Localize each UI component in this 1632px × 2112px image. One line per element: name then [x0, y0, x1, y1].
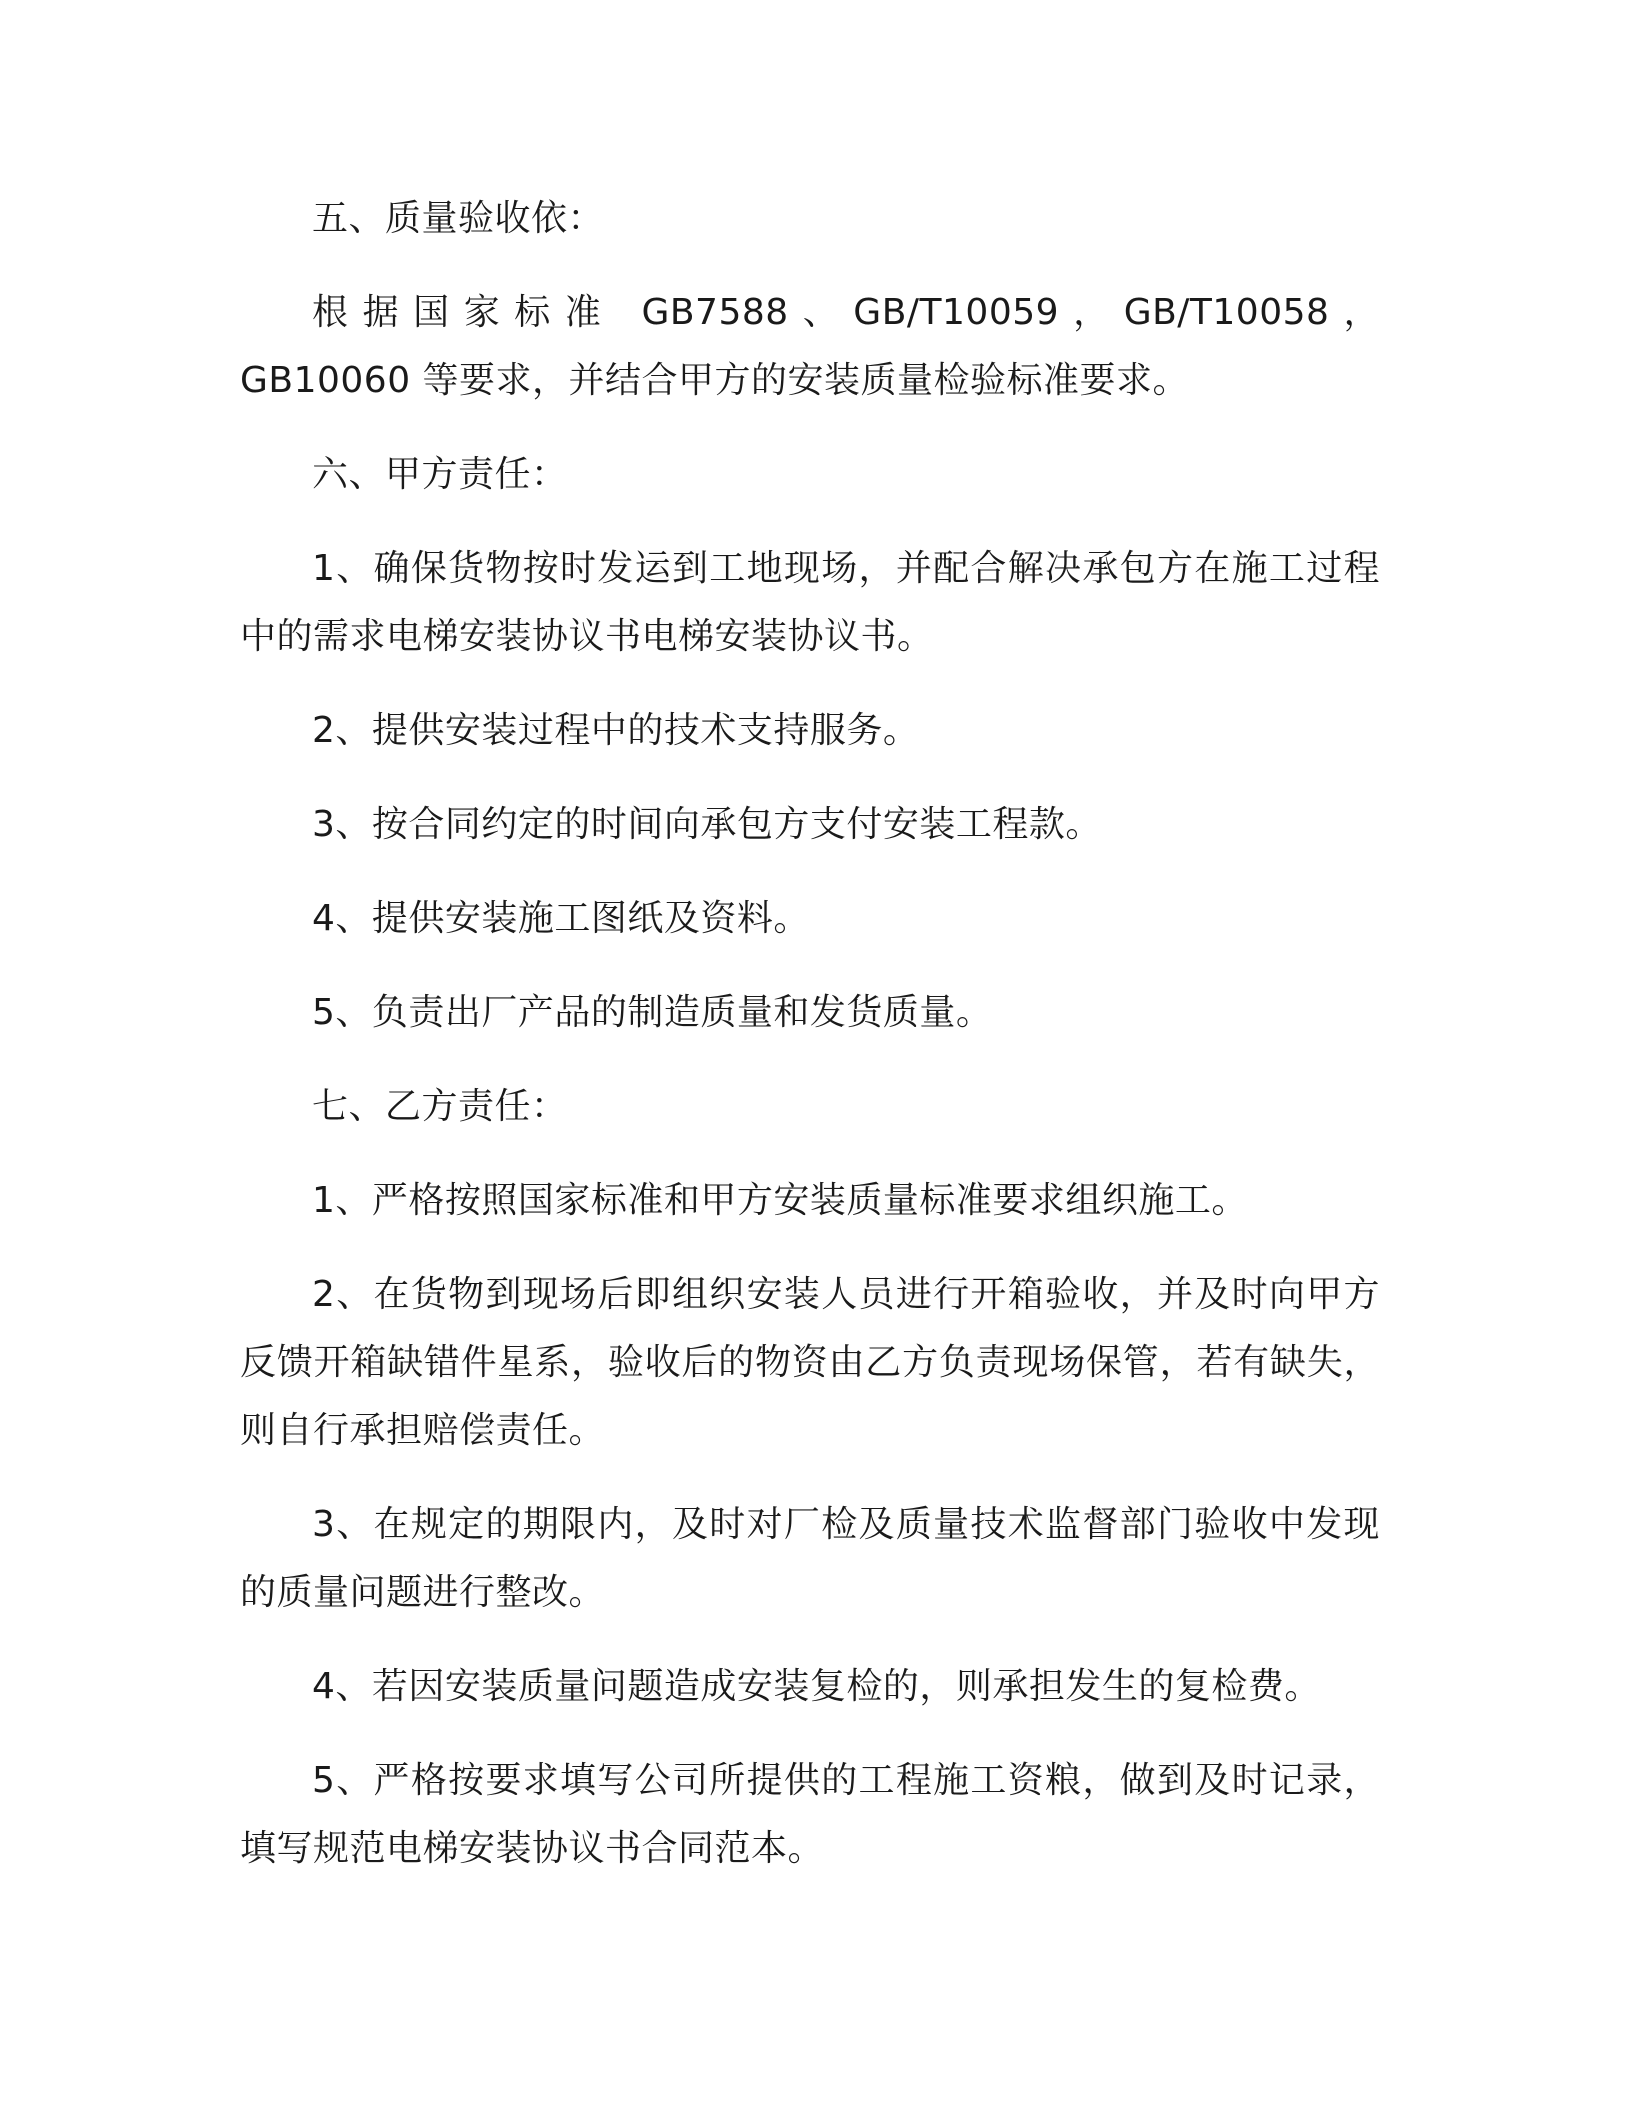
party-a-item-3: 3、按合同约定的时间向承包方支付安装工程款。 [312, 804, 1102, 845]
party-b-item-2: 2、在货物到现场后即组织安装人员进行开箱验收，并及时向甲方反馈开箱缺错件星系，验收后的物资由乙方负责现场保管，若有缺失，则自行承担赔偿责任。 [240, 1274, 1380, 1451]
paragraph-standards: 根据国家标准 GB7588、GB/T10059，GB/T10058，GB10060 等要求，并结合甲方的安装质量检验标准要求。 [240, 292, 1380, 401]
section-heading-party-b: 七、乙方责任： [312, 1086, 568, 1127]
party-a-item-1: 1、确保货物按时发运到工地现场，并配合解决承包方在施工过程中的需求电梯安装协议书电梯安装协议书。 [240, 548, 1380, 657]
document-page [240, 185, 1380, 1883]
party-b-item-3: 3、在规定的期限内，及时对厂检及质量技术监督部门验收中发现的质量问题进行整改。 [240, 1504, 1380, 1613]
section-heading-quality-acceptance: 五、质量验收依： [312, 198, 605, 239]
section-heading-party-a: 六、甲方责任： [312, 454, 568, 495]
party-b-item-5: 5、严格按要求填写公司所提供的工程施工资粮，做到及时记录，填写规范电梯安装协议书合同范本。 [240, 1760, 1380, 1869]
party-b-item-4: 4、若因安装质量问题造成安装复检的，则承担发生的复检费。 [312, 1666, 1321, 1707]
party-b-item-1: 1、严格按照国家标准和甲方安装质量标准要求组织施工。 [312, 1180, 1248, 1221]
party-a-item-5: 5、负责出厂产品的制造质量和发货质量。 [312, 992, 993, 1033]
party-a-item-4: 4、提供安装施工图纸及资料。 [312, 898, 810, 939]
party-a-item-2: 2、提供安装过程中的技术支持服务。 [312, 710, 920, 751]
